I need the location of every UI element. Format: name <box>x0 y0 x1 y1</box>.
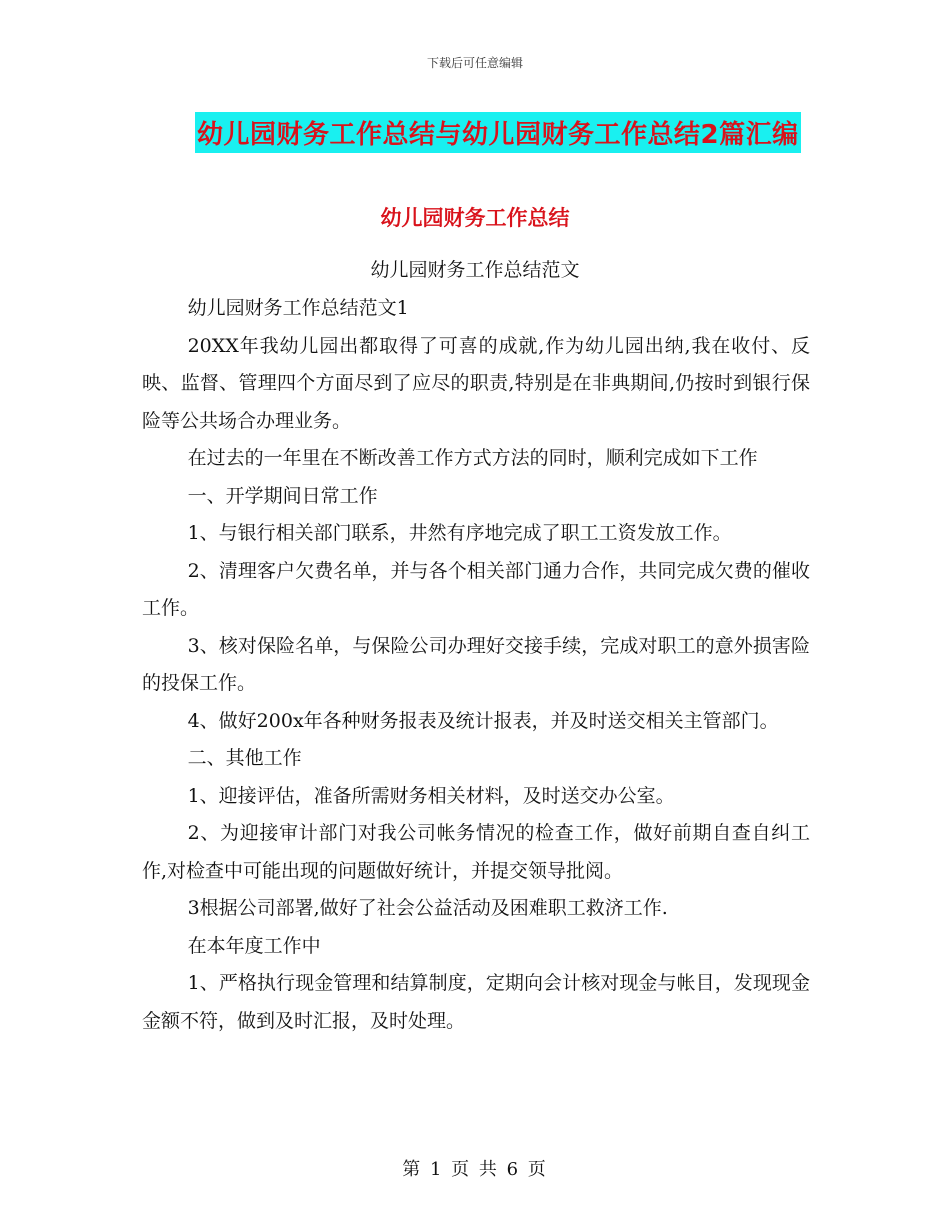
document-body <box>142 290 810 1040</box>
list-item: 2、清理客户欠费名单，并与各个相关部门通力合作，共同完成欠费的催收工作。 <box>142 559 810 619</box>
heading-1: 一、开学期间日常工作 <box>187 484 378 507</box>
list-item: 1、迎接评估，准备所需财务相关材料，及时送交办公室。 <box>187 784 675 807</box>
paragraph: 20XX年我幼儿园出都取得了可喜的成就,作为幼儿园出纳,我在收付、反映、监督、管理四个方面尽到了应尽的职责,特别是在非典期间,仍按时到银行保险等公共场合办理业务。 <box>142 334 810 432</box>
list-item: 1、严格执行现金管理和结算制度，定期向会计核对现金与帐目，发现现金金额不符，做到及时汇报，及时处理。 <box>142 972 810 1032</box>
subtitle: 幼儿园财务工作总结范文 <box>370 259 580 281</box>
list-item: 3根据公司部署,做好了社会公益活动及困难职工救济工作. <box>187 897 668 919</box>
paragraph: 在本年度工作中 <box>187 934 321 957</box>
document-title: 幼儿园财务工作总结与幼儿园财务工作总结2篇汇编 <box>195 112 801 153</box>
list-item: 1、与银行相关部门联系，井然有序地完成了职工工资发放工作。 <box>187 522 732 544</box>
list-item: 2、为迎接审计部门对我公司帐务情况的检查工作，做好前期自查自纠工作,对检查中可能出现的问题做好统计，并提交领导批阅。 <box>142 822 810 882</box>
heading-2: 二、其他工作 <box>187 747 302 769</box>
paragraph: 在过去的一年里在不断改善工作方式方法的同时，顺利完成如下工作 <box>187 447 758 469</box>
page-footer: 第 1 页 共 6 页 <box>402 1159 548 1180</box>
section-title: 幼儿园财务工作总结 <box>380 206 570 230</box>
list-item: 4、做好200x年各种财务报表及统计报表，并及时送交相关主管部门。 <box>187 709 779 732</box>
paragraph: 幼儿园财务工作总结范文1 <box>187 297 409 319</box>
list-item: 3、核对保险名单，与保险公司办理好交接手续，完成对职工的意外损害险的投保工作。 <box>142 634 810 694</box>
header-note: 下载后可任意编辑 <box>426 56 523 70</box>
